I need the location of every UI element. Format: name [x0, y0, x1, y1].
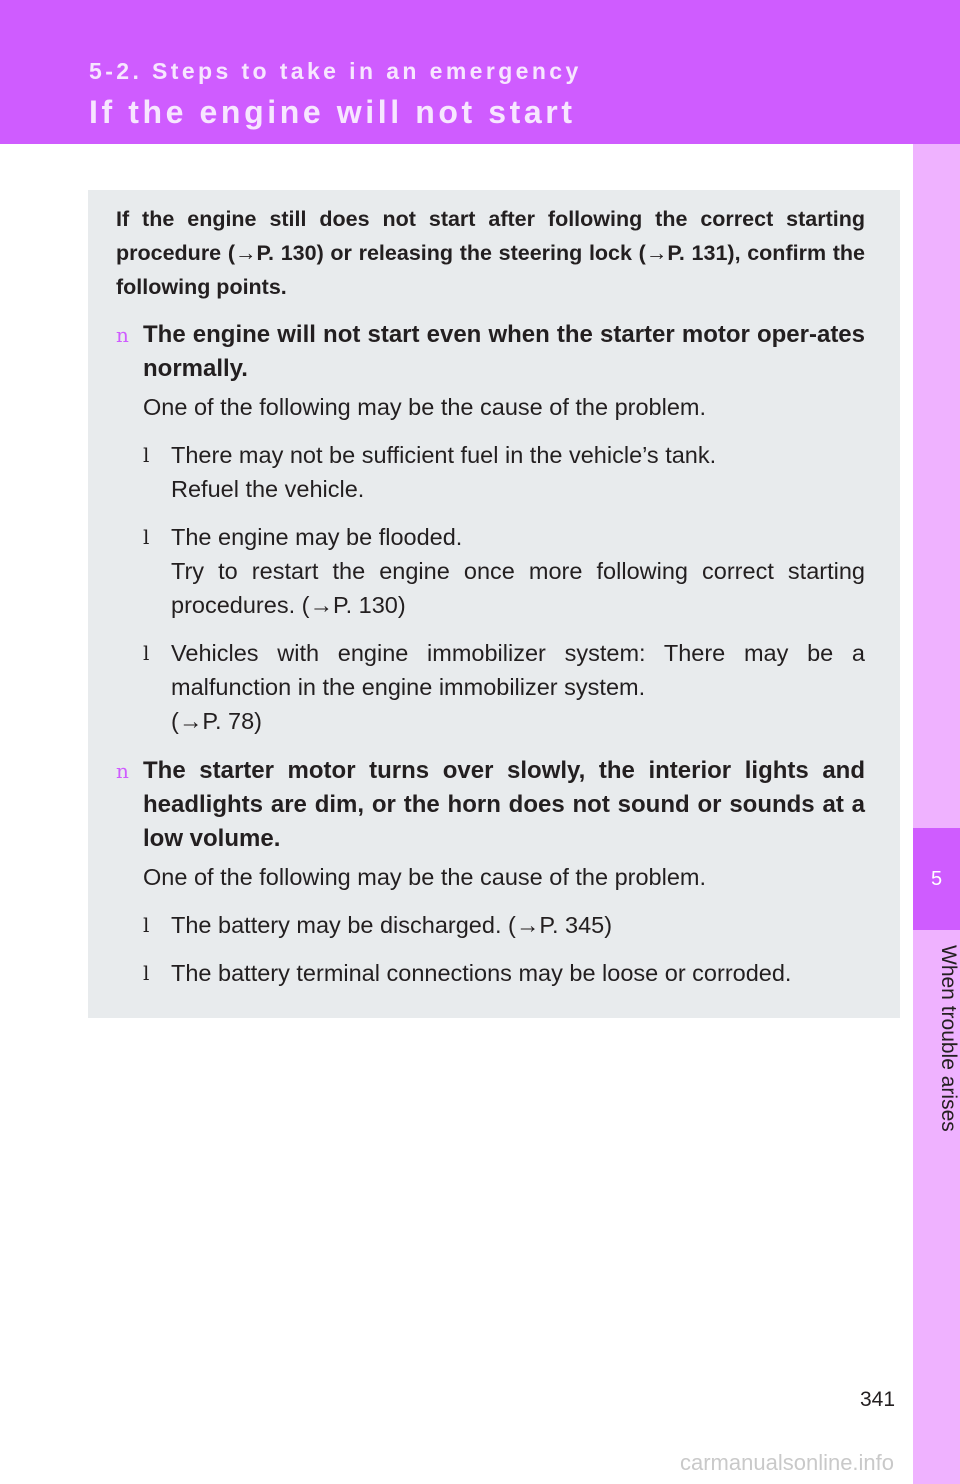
page-reference: P. 78) [202, 708, 262, 734]
bullet-text [171, 636, 865, 738]
bullet-line: There may not be sufficient fuel in the vehicle’s tank. [171, 442, 717, 468]
subsection-starter-normal [116, 318, 865, 738]
bullet-line: Vehicles with engine immobilizer system: There may be a malfunction in the engine immobilizer system. [171, 640, 865, 700]
bullet-text [171, 438, 865, 506]
chapter-number: 5 [930, 867, 943, 890]
list-item [143, 908, 865, 942]
list-item [143, 636, 865, 738]
bullet-line: Refuel the vehicle. [171, 476, 365, 502]
page-reference: P. 130) or releasing the steering lock ( [256, 241, 646, 265]
subsection-starter-slow [116, 754, 865, 990]
subsection-heading: The starter motor turns over slowly, the interior lights and headlights are dim, or the horn does not sound or sounds at a low volume. [143, 757, 865, 852]
bullet-line: The engine may be flooded. [171, 524, 463, 550]
page-reference: P. 131), confirm the following points. [116, 241, 865, 299]
arrow-icon: → [234, 241, 257, 265]
list-item [143, 520, 865, 622]
chapter-tab[interactable] [913, 828, 960, 930]
chapter-title: When trouble arises [937, 945, 960, 1132]
subsection-heading: The engine will not start even when the starter motor oper-ates normally. [143, 321, 865, 382]
bullet-icon: l [143, 641, 150, 665]
arrow-icon: → [309, 592, 333, 618]
intro-text: If the engine still does not start after following the correct starting procedure ( [116, 207, 865, 265]
bullet-icon: l [143, 525, 150, 549]
watermark: carmanualsonline.info [680, 1450, 895, 1475]
bullet-line: Try to restart the engine once more following correct starting procedures. ( [171, 558, 865, 618]
arrow-icon: → [515, 912, 540, 938]
page-header [0, 0, 960, 144]
bullet-icon: l [143, 961, 150, 985]
bullet-line: The battery may be discharged. ( [171, 912, 516, 938]
arrow-icon: → [645, 241, 668, 265]
subsection-body: One of the following may be the cause of the problem. [143, 394, 707, 420]
section-label: 5-2. Steps to take in an emergency [89, 58, 582, 84]
section-marker-icon: n [116, 323, 129, 347]
content-box [88, 190, 900, 1018]
bullet-text [171, 908, 865, 942]
bullet-text: The battery terminal connections may be loose or corroded. [171, 960, 792, 986]
list-item [143, 956, 865, 990]
page-title: If the engine will not start [89, 94, 576, 130]
side-index-strip [913, 144, 960, 1484]
page-reference: P. 345) [539, 912, 613, 938]
reference-paren: ( [171, 708, 179, 734]
list-item [143, 438, 865, 506]
page-number: 341 [860, 1388, 896, 1411]
bullet-text [171, 520, 865, 622]
page-reference: P. 130) [332, 592, 406, 618]
arrow-icon: → [178, 708, 203, 734]
subsection-body: One of the following may be the cause of the problem. [143, 864, 707, 890]
bullet-icon: l [143, 913, 150, 937]
section-marker-icon: n [116, 759, 129, 783]
intro-paragraph [116, 202, 865, 304]
bullet-icon: l [143, 443, 150, 467]
